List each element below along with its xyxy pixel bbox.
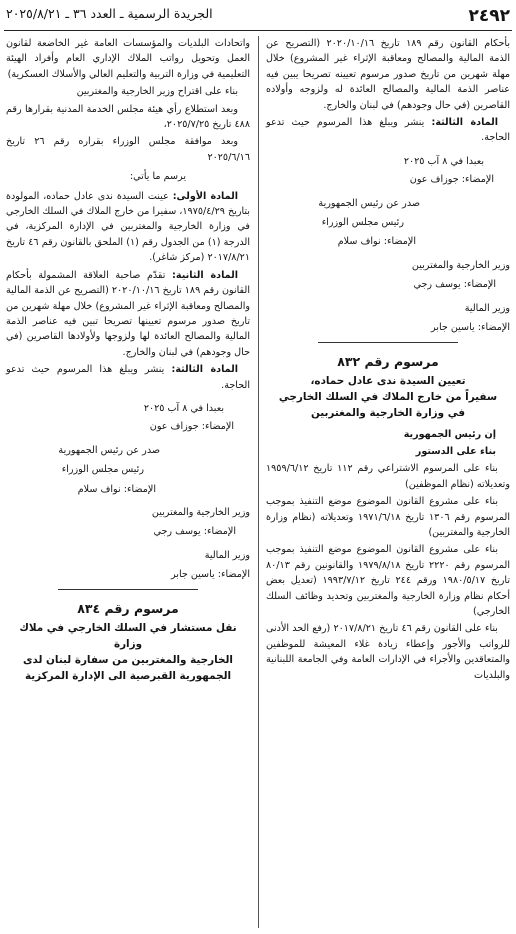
decree-title: مرسوم رقم ٨٣٢ bbox=[337, 353, 439, 369]
article-1 bbox=[6, 189, 250, 266]
decree-subject-line: سفيراً من خارج الملاك في السلك الخارجي bbox=[278, 390, 498, 403]
constitution-heading: بناء على الدستور bbox=[415, 445, 496, 457]
article-text: تقدّم صاحبة العلاقة المشمولة بأحكام القانون رقم ١٨٩ تاريخ ٢٠٢٠/١٠/١٦ (التصريح عن الذمة المالية والمصالح ومعاقبة الإثراء غير المشروع) خلال مهلة شهرين من تاريخ صدور مرسوم تعيينها تصريحا تبين فيه عناصر الذمة المالية والمصالح العائدة لها ولزوجها ولأولادها القاصرين (في حال وجودهم) في لبنان والخارج. bbox=[6, 269, 250, 358]
section-separator bbox=[318, 342, 458, 343]
legal-basis-paragraph: وبعد موافقة مجلس الوزراء بقراره رقم ٢٦ تاريخ ٢٠٢٥/٦/١٦ bbox=[6, 136, 250, 163]
prime-minister-title: رئيس مجلس الوزراء bbox=[61, 464, 144, 476]
page-number: ٢٤٩٢ bbox=[468, 6, 510, 26]
finance-minister-signature: الإمضاء: ياسين جابر bbox=[170, 569, 250, 581]
foreign-minister-signature: الإمضاء: يوسف رجي bbox=[413, 279, 496, 291]
legal-basis-paragraph: بناء على اقتراح وزير الخارجية والمغتربين bbox=[76, 86, 238, 98]
decree-subject-line: نقل مستشار في السلك الخارجي في ملاك وزارة bbox=[19, 621, 237, 650]
prime-minister-signature: الإمضاء: نواف سلام bbox=[337, 236, 416, 248]
signature-date: بعبدا في ٨ آب ٢٠٢٥ bbox=[403, 155, 484, 167]
article-label: المادة الثانية: bbox=[172, 269, 239, 281]
foreign-minister-title: وزير الخارجية والمغتربين bbox=[411, 259, 510, 271]
gazette-header-title: الجريدة الرسمية ـ العدد ٣٦ ـ ٢٠٢٥/٨/٢١ bbox=[6, 6, 213, 21]
prime-minister-title: رئيس مجلس الوزراء bbox=[321, 217, 404, 229]
article-2 bbox=[6, 268, 250, 360]
legal-basis-paragraph: بناء على مشروع القانون الموضوع موضع التنفيذ بموجب المرسوم رقم ١٣٠٦ تاريخ ١٩٧١/٦/١٨ وتعديلاته (نظام وزارة الخارجية والمغتربين) bbox=[266, 496, 510, 538]
prime-minister-signature: الإمضاء: نواف سلام bbox=[77, 483, 156, 495]
legal-basis-paragraph: بناء على القانون رقم ٤٦ تاريخ ٢٠١٧/٨/٢١ (رفع الحد الأدنى للرواتب والأجور وإعطاء زيادة غلاء المعيشة للموظفين والمتعاقدين والأجراء في الإدارات العامة وفي الجامعة اللبنانية والبلديات bbox=[266, 623, 510, 681]
right-column bbox=[266, 36, 510, 685]
issued-by-president: صدر عن رئيس الجمهورية bbox=[318, 197, 420, 209]
decrees-heading: يرسم ما يأتي: bbox=[129, 171, 186, 183]
foreign-minister-title: وزير الخارجية والمغتربين bbox=[151, 506, 250, 518]
header-rule bbox=[4, 30, 512, 31]
legal-basis-paragraph: بناء على مشروع القانون الموضوع موضع التنفيذ بموجب المرسوم رقم ٢٢٢٠ تاريخ ١٩٧٩/٨/١٨ والقانونين رقم ٨٠/١٣ تاريخ ١٩٨٠/٥/١٧ ورقم ٢٤٤ تاريخ ١٩٩٣/٧/١٢ (تعديل بعض أحكام نظام وزارة الخارجية والمغتربين وتحديد وظائف السلك الخارجي) bbox=[266, 544, 510, 617]
section-separator bbox=[58, 589, 198, 590]
article-label: المادة الثالثة: bbox=[431, 117, 499, 129]
signature-president: الإمضاء: جوزاف عون bbox=[409, 174, 494, 186]
intro-paragraph: بأحكام القانون رقم ١٨٩ تاريخ ٢٠٢٠/١٠/١٦ (التصريح عن الذمة المالية والمصالح ومعاقبة الإثراء غير المشروع) خلال مهلة شهرين من تاريخ صدور مرسوم تعيينه تصريحا يبين فيه عناصر الذمة المالية والمصالح العائدة له ولزوجه وأولاده القاصرين (في حال وجودهم) في لبنان والخارج. bbox=[266, 38, 510, 111]
article-3 bbox=[6, 362, 250, 393]
decree-subject-line: الجمهورية القبرصية الى الإدارة المركزية bbox=[24, 669, 232, 682]
finance-minister-title: وزير المالية bbox=[204, 549, 250, 561]
article-label: المادة الثالثة: bbox=[171, 364, 239, 376]
left-column bbox=[6, 36, 250, 690]
decree-subject bbox=[6, 620, 250, 684]
legal-basis-paragraph: بناء على المرسوم الاشتراعي رقم ١١٢ تاريخ ١٩٥٩/٦/١٢ وتعديلاته (نظام الموظفين) bbox=[266, 463, 510, 490]
article-text: ينشر ويبلغ هذا المرسوم حيث تدعو الحاجة. bbox=[6, 364, 250, 391]
decree-subject-line: تعيين السيدة ندى عادل حماده، bbox=[310, 374, 466, 387]
continued-paragraph: واتحادات البلديات والمؤسسات العامة غير الخاضعة لقانون العمل وتحويل رواتب الملاك الإداري العام وأفراد الهيئة التعليمية في وزارة التربية والتعليم العالي والأسلاك العسكرية) bbox=[6, 38, 250, 80]
article-text: عينت السيدة ندى عادل حماده، المولودة بتاريخ ١٩٧٥/٤/٢٩، سفيرا من خارج الملاك في السلك الخارجي في وزارة الخارجية والمغتربين في الإدارة المركزية، في الدرجة (١) من الجدول رقم (١) الملحق بالقانون رقم ٤٦ تاريخ ٢٠١٧/٨/٢١ (مركز شاغر). bbox=[6, 190, 250, 264]
decree-title: مرسوم رقم ٨٣٤ bbox=[77, 600, 179, 616]
foreign-minister-signature: الإمضاء: يوسف رجي bbox=[153, 526, 236, 538]
finance-minister-title: وزير المالية bbox=[464, 302, 510, 314]
decree-subject bbox=[266, 373, 510, 421]
article-text: ينشر ويبلغ هذا المرسوم حيث تدعو الحاجة. bbox=[266, 117, 510, 144]
president-heading: إن رئيس الجمهورية bbox=[403, 428, 496, 440]
legal-basis-paragraph: وبعد استطلاع رأي هيئة مجلس الخدمة المدنية بقرارها رقم ٤٨٨ تاريخ ٢٠٢٥/٧/٢٥، bbox=[6, 103, 250, 131]
article-label: المادة الأولى: bbox=[172, 190, 238, 202]
finance-minister-signature: الإمضاء: ياسين جابر bbox=[430, 322, 510, 334]
decree-subject-line: الخارجية والمغتربين من سفارة لبنان لدى bbox=[23, 653, 233, 666]
issued-by-president: صدر عن رئيس الجمهورية bbox=[58, 444, 160, 456]
article-3 bbox=[266, 115, 510, 146]
decree-subject-line: في وزارة الخارجية والمغتربين bbox=[310, 406, 466, 419]
signature-president: الإمضاء: جوزاف عون bbox=[149, 421, 234, 433]
column-divider bbox=[258, 36, 259, 928]
signature-date: بعبدا في ٨ آب ٢٠٢٥ bbox=[143, 402, 224, 414]
